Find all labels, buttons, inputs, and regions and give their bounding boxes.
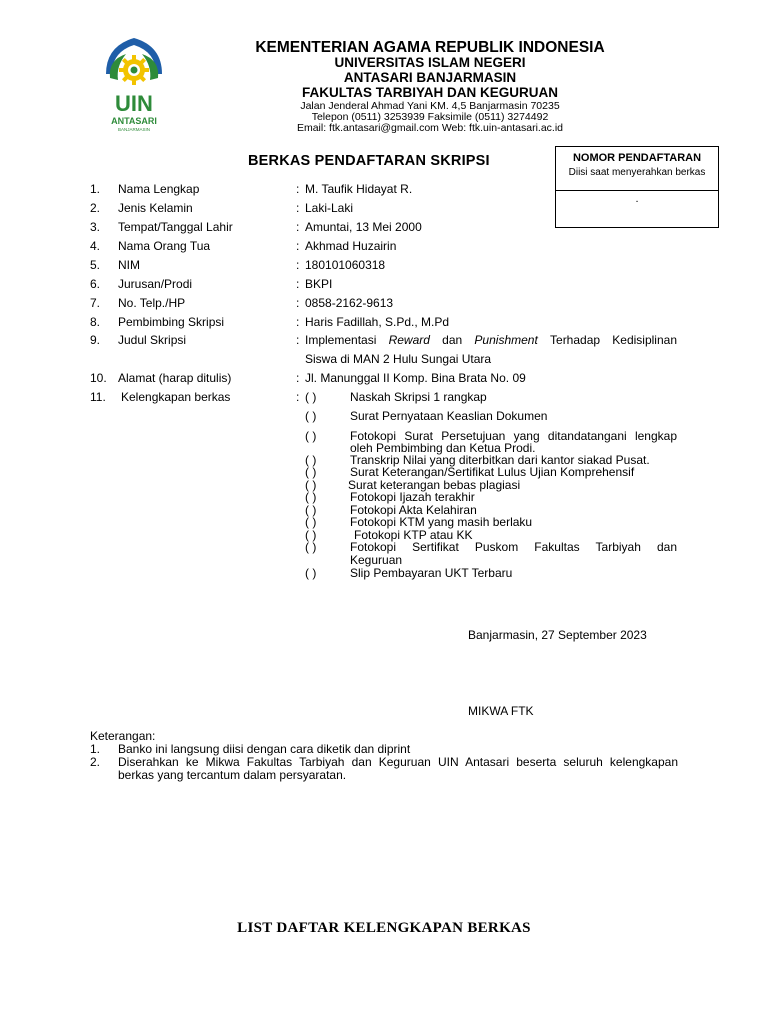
field-number: 4.	[90, 239, 101, 253]
field-colon: :	[296, 182, 300, 196]
field-label: Judul Skripsi	[118, 333, 187, 347]
checkbox-parens: ( )	[305, 540, 317, 554]
field-value: Amuntai, 13 Mei 2000	[305, 220, 422, 234]
field-value: Laki-Laki	[305, 201, 354, 215]
field-colon: :	[296, 390, 300, 404]
thesis-title-word: Reward	[388, 333, 430, 347]
field-colon: :	[296, 220, 300, 234]
field-value: 180101060318	[305, 258, 386, 272]
checkbox-parens: ( )	[305, 478, 317, 492]
field-number: 5.	[90, 258, 101, 272]
checklist-section-title: LIST DAFTAR KELENGKAPAN BERKAS	[237, 920, 531, 936]
thesis-title-word: Terhadap	[550, 333, 601, 347]
field-value: Haris Fadillah, S.Pd., M.Pd	[305, 315, 450, 329]
field-colon: :	[296, 371, 300, 385]
svg-text:UIN: UIN	[115, 91, 153, 116]
checklist-item-text: Fotokopi Sertifikat Puskom Fakultas Tarbiyah dan	[350, 540, 677, 554]
note-text-line-2: berkas yang tercantum dalam persyaratan.	[118, 768, 347, 782]
signatory: MIKWA FTK	[468, 704, 534, 718]
field-colon: :	[296, 333, 300, 347]
field-number: 9.	[90, 333, 101, 347]
header-university: UNIVERSITAS ISLAM NEGERI	[334, 55, 526, 70]
field-label: Kelengkapan berkas	[121, 390, 231, 404]
place-and-date: Banjarmasin, 27 September 2023	[468, 628, 647, 642]
document-title: BERKAS PENDAFTARAN SKRIPSI	[248, 153, 490, 169]
field-colon: :	[296, 277, 300, 291]
checklist-item-text: Fotokopi Ijazah terakhir	[350, 490, 475, 504]
field-number: 2.	[90, 201, 101, 215]
note-number: 1.	[90, 742, 101, 756]
thesis-title-line-1	[305, 333, 677, 347]
field-label: Pembimbing Skripsi	[118, 315, 225, 329]
checklist-item-text: Surat Pernyataan Keaslian Dokumen	[350, 409, 548, 423]
note-text: Banko ini langsung diisi dengan cara diketik dan diprint	[118, 742, 411, 756]
note-number: 2.	[90, 755, 101, 769]
field-row-address	[0, 371, 768, 387]
checkbox-parens: ( )	[305, 465, 317, 479]
field-row-thesis-title	[0, 333, 768, 349]
field-number: 10.	[90, 371, 107, 385]
checkbox-parens: ( )	[305, 566, 317, 580]
svg-text:BANJARMASIN: BANJARMASIN	[117, 127, 151, 132]
field-label: Nama Orang Tua	[118, 239, 211, 253]
header-address: Jalan Jenderal Ahmad Yani KM. 4,5 Banjarmasin 70235	[300, 100, 560, 112]
field-row-supervisor	[0, 315, 768, 331]
field-number: 11.	[90, 390, 106, 404]
checklist-item-text: Transkrip Nilai yang diterbitkan dari kantor siakad Pusat.	[350, 453, 650, 467]
header-university-name: ANTASARI BANJARMASIN	[343, 70, 517, 85]
field-label: Nama Lengkap	[118, 182, 200, 196]
header-ministry: KEMENTERIAN AGAMA REPUBLIK INDONESIA	[255, 39, 605, 56]
note-text: Diserahkan ke Mikwa Fakultas Tarbiyah dan Keguruan UIN Antasari beserta seluruh kelengkapan	[118, 755, 678, 769]
checklist-item-text-line-2: Keguruan	[350, 553, 403, 567]
field-label: Tempat/Tanggal Lahir	[118, 220, 233, 234]
field-row-birth	[0, 220, 768, 236]
checkbox-parens: ( )	[305, 390, 317, 404]
field-value: BKPI	[305, 277, 333, 291]
field-colon: :	[296, 258, 300, 272]
thesis-title-word: dan	[442, 333, 463, 347]
field-row-name	[0, 182, 768, 198]
field-label: NIM	[118, 258, 140, 272]
field-row-parent	[0, 239, 768, 255]
field-number: 7.	[90, 296, 101, 310]
checklist-item-text: Naskah Skripsi 1 rangkap	[350, 390, 487, 404]
header-contact: Email: ftk.antasari@gmail.com Web: ftk.uin-antasari.ac.id	[296, 122, 564, 134]
field-number: 8.	[90, 315, 101, 329]
checklist-item-text: Fotokopi Akta Kelahiran	[350, 503, 477, 517]
field-value: Akhmad Huzairin	[305, 239, 397, 253]
notes-heading: Keterangan:	[90, 729, 156, 743]
checklist-item-text: Slip Pembayaran UKT Terbaru	[350, 566, 513, 580]
header-phone: Telepon (0511) 3253939 Faksimile (0511) 3274492	[311, 111, 549, 123]
logo-emblem-icon	[96, 34, 172, 134]
thesis-title-continuation	[0, 352, 768, 368]
field-value: 0858-2162-9613	[305, 296, 394, 310]
thesis-title-word: Punishment	[474, 333, 538, 347]
thesis-title-word: Kedisiplinan	[612, 333, 677, 347]
checklist-item-text: Fotokopi KTM yang masih berlaku	[350, 515, 533, 529]
checkbox-parens: ( )	[305, 515, 317, 529]
checkbox-parens: ( )	[305, 453, 317, 467]
uin-antasari-logo	[96, 34, 172, 134]
checklist-item-text: Surat Keterangan/Sertifikat Lulus Ujian Komprehensif	[350, 465, 635, 479]
field-label: Jenis Kelamin	[118, 201, 193, 215]
registration-box-note: Diisi saat menyerahkan berkas	[568, 167, 706, 178]
field-row-major	[0, 277, 768, 293]
checkbox-parens: ( )	[305, 503, 317, 517]
checklist-item-text: Surat keterangan bebas plagiasi	[348, 478, 521, 492]
field-label: Alamat (harap ditulis)	[118, 371, 232, 385]
field-label: Jurusan/Prodi	[118, 277, 193, 291]
checkbox-parens: ( )	[305, 528, 317, 542]
field-colon: :	[296, 315, 300, 329]
svg-text:ANTASARI: ANTASARI	[111, 116, 157, 126]
checklist-item-text: Fotokopi KTP atau KK	[354, 528, 473, 542]
field-value: M. Taufik Hidayat R.	[305, 182, 413, 196]
field-colon: :	[296, 296, 300, 310]
checklist-item-text: Fotokopi Surat Persetujuan yang ditandatangani lengkap	[350, 429, 677, 443]
field-number: 6.	[90, 277, 101, 291]
field-row-gender	[0, 201, 768, 217]
thesis-title-word: Implementasi	[305, 333, 377, 347]
field-colon: :	[296, 201, 300, 215]
checklist-item-text-line-2: oleh Pembimbing dan Ketua Prodi.	[350, 441, 536, 455]
checkbox-parens: ( )	[305, 490, 317, 504]
registration-number-value: .	[635, 193, 639, 205]
field-colon: :	[296, 239, 300, 253]
field-label: No. Telp./HP	[118, 296, 186, 310]
field-row-phone	[0, 296, 768, 312]
field-value: Jl. Manunggal II Komp. Bina Brata No. 09	[305, 371, 526, 385]
field-number: 1.	[90, 182, 101, 196]
field-number: 3.	[90, 220, 101, 234]
checkbox-parens: ( )	[305, 429, 317, 443]
thesis-title-line-2: Siswa di MAN 2 Hulu Sungai Utara	[305, 352, 492, 366]
registration-box-title: NOMOR PENDAFTARAN	[572, 152, 702, 164]
field-row-nim	[0, 258, 768, 274]
header-faculty: FAKULTAS TARBIYAH DAN KEGURUAN	[302, 85, 558, 100]
checkbox-parens: ( )	[305, 409, 317, 423]
